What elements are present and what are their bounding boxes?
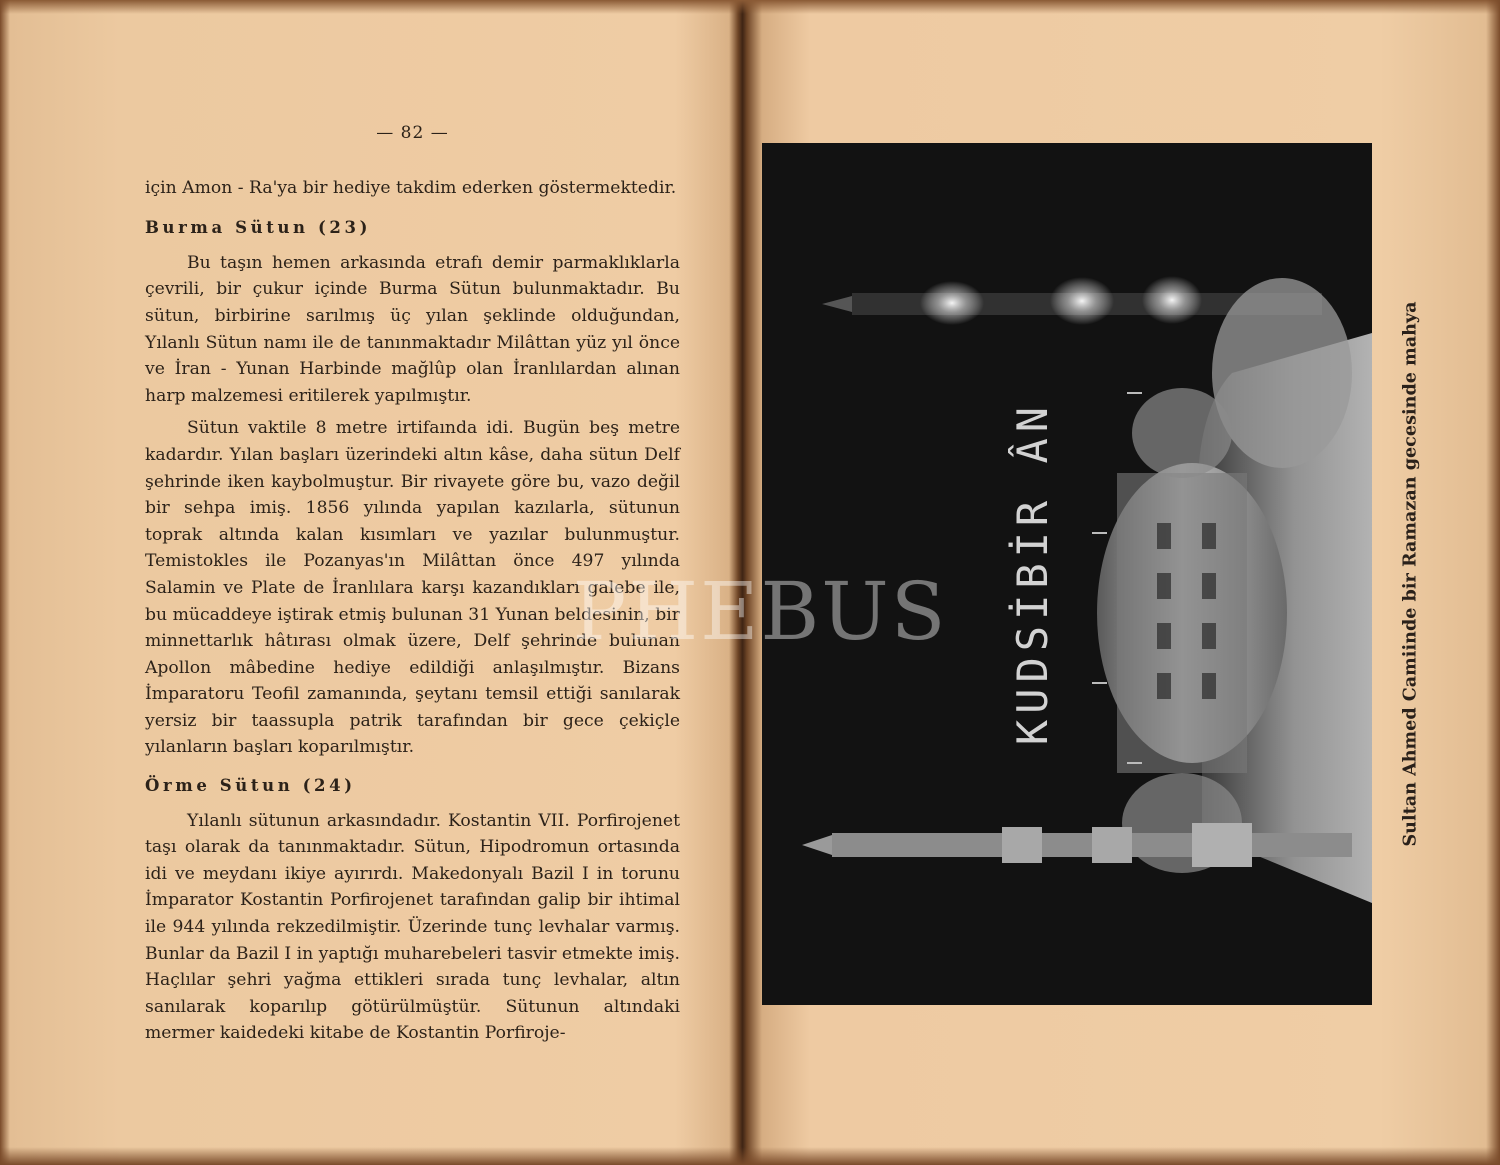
mahya-lights-text: KUDSİBİR ÂN — [1008, 400, 1057, 746]
page-edge-left — [0, 0, 10, 1165]
watermark: PHEBUS — [572, 565, 948, 658]
paragraph-burma-1: Bu taşın hemen arkasında etrafı demir parmaklıklarla çevrili, bir çukur içinde Burma Sütun bulunmaktadır. Bu sütun, birbirine sarılmış üç yılan şeklinde olduğundan, Yılanlı Sütun namı ile de tanınmaktadır Milâttan yüz yıl önce ve İran - Yunan Harbinde mağlûp olan İranlılardan alınan harp malzemesi eritilerek yapılmıştır. — [145, 252, 680, 406]
paragraph-continued: için Amon - Ra'ya bir hediye takdim ederken göstermektedir. — [145, 177, 677, 198]
page-edge-bottom — [0, 1147, 1500, 1165]
section-heading-burma-sutun: Burma Sütun (23) — [145, 218, 371, 238]
photo-caption: Sultan Ahmed Camiinde bir Ramazan gecesinde mahya — [1399, 301, 1421, 847]
caption-area — [1384, 143, 1436, 1005]
page-number: — 82 — — [376, 123, 449, 143]
page-edge-top — [0, 0, 1500, 14]
section-heading-orme-sutun: Örme Sütun (24) — [145, 776, 356, 796]
paragraph-burma-2: Sütun vaktile 8 metre irtifaında idi. Bugün beş metre kadardır. Yılan başları üzerindeki altın kâse, daha sütun Delf şehrinde iken kaybolmuştur. Bir rivayete göre bu, vazo değil bir sehpa imiş. 1856 yılında yapılan kazılarla, sütunun toprak altında kalan kısımları ve yazılar bulunmuştur. Temistokles ile Pozanyas'ın Milâttan önce 497 yılında Salamin ve Plate de İranlılara karşı kazandıkları galebe ile, bu mücaddeye iştirak etmiş bulunan 31 Yunan beldesinin, bir minnettarlık hâtırası olmak üzere, Delf şehrinde bulunan Apollon mâbedine hediye edildiği anlaşılmıştır. Bizans İmparatoru Teofil zamanında, şeytanı temsil ettiği sanılarak yersiz bir taassupla patrik tarafından bir gece çekiçle yılanların başları koparılmıştır. — [145, 418, 680, 758]
page-edge-right — [1486, 0, 1500, 1165]
paragraph-orme-1: Yılanlı sütunun arkasındadır. Kostantin VII. Porfirojenet taşı olarak da tanınmaktadır. Sütun, Hipodromun ortasında idi ve meydanı ikiye ayırırdı. Makedonyalı Bazil I in torunu İmparator Kostantin Porfirojenet tarafından galip bir ihtimal ile 944 yılında rekzedilmiştir. Üzerinde tunç levhalar varmış. Bunlar da Bazil I in yaptığı muharebeleri tasvir etmekte imiş. Haçlılar şehri yağma ettikleri sırada tunç levhalar, altın sanılarak koparılıp götürülmüştür. Sütunun altındaki mermer kaidedeki kitabe de Kostantin Porfiroje- — [145, 810, 680, 1044]
